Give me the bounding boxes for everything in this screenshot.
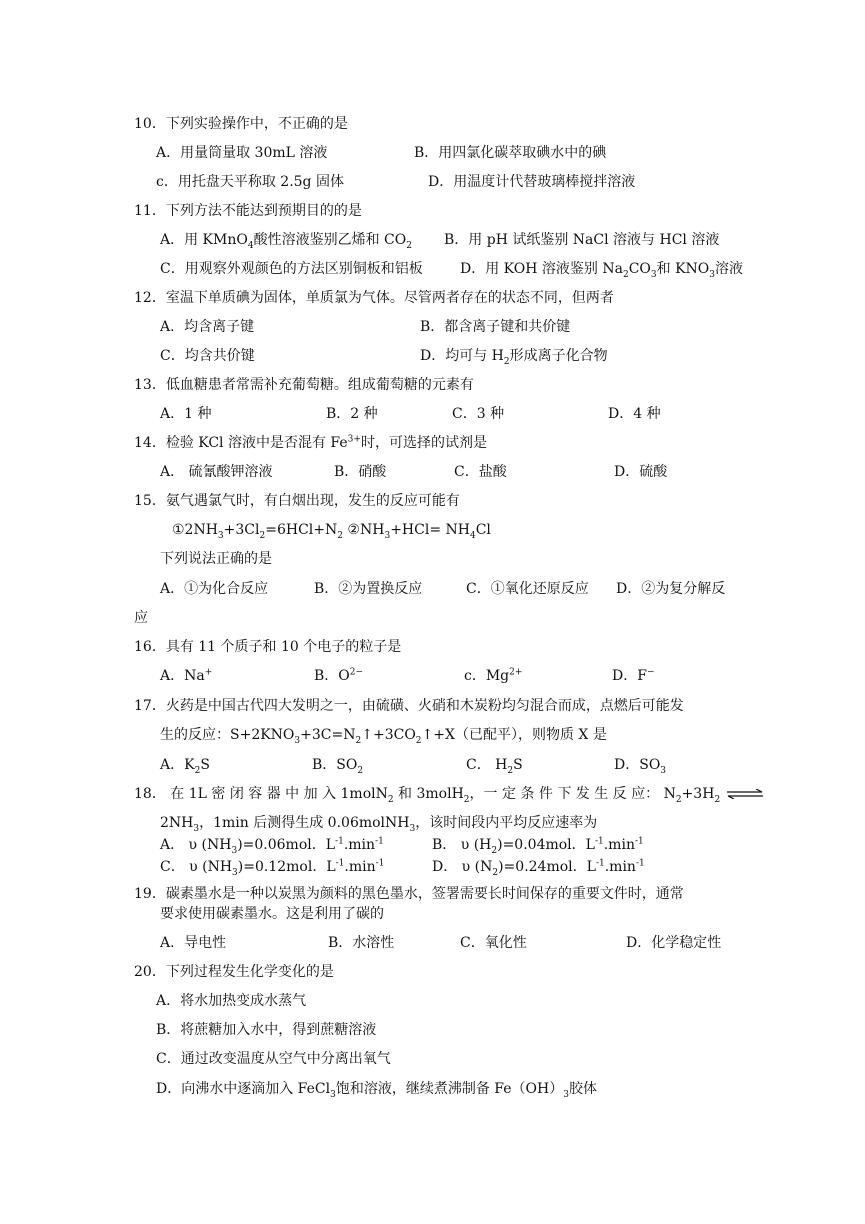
q11-option-c: C．用观察外观颜色的方法区别铜板和铝板 [160,261,423,277]
q19-option-d: D．化学稳定性 [626,935,722,951]
equilibrium-arrow-icon [726,789,764,799]
q13-option-d: D．4 种 [608,406,661,422]
q17-option-a: A．$K_2S$ [160,757,210,776]
q17-equation: 生的反应：$S+2KNO_3+3C=N_2↑+3CO_2↑+X$（已配平），则物质 X 是 [160,727,607,746]
q16-option-a: A．Na+ [160,667,213,684]
question-11: 11．下列方法不能达到预期目的的是 [134,203,362,219]
q18-option-a: A． υ $(NH_3)=0.06mol$．$L^{-1}.\min^{-1}$ [160,836,384,856]
q18-line-2: $2NH_3$，1min 后测得生成 0.06molNH$_3$，该时间段内平均反应速率为 [160,815,598,834]
q20-option-d: D．向沸水中逐滴加入 FeCl$_3$饱和溶液，继续煮沸制备 $Fe(OH)_3$胶体 [156,1081,597,1100]
q20-option-c: C．通过改变温度从空气中分离出氧气 [156,1051,391,1067]
question-13: 13．低血糖患者常需补充葡萄糖。组成葡萄糖的元素有 [134,377,474,393]
q19-option-c: C．氧化性 [460,935,527,951]
question-19: 19．碳素墨水是一种以炭黑为颜料的黑色墨水，签署需要长时间保存的重要文件时，通常 [134,886,684,902]
question-12: 12．室温下单质碘为固体，单质氯为气体。尽管两者存在的状态不同，但两者 [134,290,614,306]
q10-option-d: D．用温度计代替玻璃棒搅拌溶液 [428,174,636,190]
q13-option-c: C．3 种 [452,406,505,422]
q12-option-a: A．均含离子键 [160,319,255,335]
q14-option-b: B．硝酸 [334,464,387,480]
q15-option-d-wrap: 应 [134,610,148,626]
q10-option-b: B．用四氯化碳萃取碘水中的碘 [414,145,607,161]
q17-option-d: D．$SO_3$ [614,757,667,776]
question-17: 17．火药是中国古代四大发明之一，由硫磺、火硝和木炭粉均匀混合而成，点燃后可能发 [134,698,684,714]
q16-option-c: c．$Mg^{2+}$ [464,667,523,684]
question-16: 16．具有 11 个质子和 10 个电子的粒子是 [134,639,402,655]
q12-option-b: B．都含离子键和共价键 [420,319,571,335]
q16-option-d: D．F− [612,667,655,684]
q13-option-a: A．1 种 [160,406,212,422]
q19-option-a: A．导电性 [160,935,227,951]
q15-note: 下列说法正确的是 [160,551,272,567]
q17-option-b: B．$SO_2$ [312,757,364,776]
q15-option-a: A．①为化合反应 [160,581,269,597]
q14-option-a: A． 硫氰酸钾溶液 [160,464,273,480]
q15-option-b: B．②为置换反应 [314,581,423,597]
question-18: 18． 在 1L 密 闭 容 器 中 加 入 1molN$_2$ 和 3molH$_2$，一 定 条 件 下 发 生 反 应： $N_2+3H_2$ [134,784,764,804]
q16-option-b: B．$O^{2-}$ [314,667,364,684]
question-20: 20．下列过程发生化学变化的是 [134,964,334,980]
q14-option-d: D．硫酸 [614,464,668,480]
q14-option-c: C．盐酸 [454,464,507,480]
q11-option-d: D．用 KOH 溶液鉴别 $Na_2CO_3$和 $KNO_3$溶液 [460,261,743,280]
q18-option-b: B． υ $(H_2)=0.04mol$．$L^{-1}.\min^{-1}$ [432,836,644,856]
question-15: 15．氨气遇氯气时，有白烟出现，发生的反应可能有 [134,493,460,509]
question-14: 14．检验 KCl 溶液中是否混有 $Fe^{3+}$时，可选择的试剂是 [134,434,487,451]
q18-option-d: D． υ $(N_2)=0.24mol$．$L^{-1}.\min^{-1}$ [432,858,645,878]
q17-option-c: C． $H_2S$ [466,757,523,776]
q15-option-d: D．②为复分解反 [616,581,726,597]
q15-option-c: C．①氧化还原反应 [466,581,589,597]
q18-option-c: C． υ $(NH_3)=0.12mol$．$L^{-1}.\min^{-1}$ [160,858,385,878]
q11-option-b: B．用 pH 试纸鉴别 NaCl 溶液与 HCl 溶液 [444,232,720,248]
q19-option-b: B．水溶性 [328,935,395,951]
q10-option-a: A．用量筒量取 30mL 溶液 [156,145,328,161]
q19-line-2: 要求使用碳素墨水。这是利用了碳的 [160,906,384,922]
q20-option-b: B．将蔗糖加入水中，得到蔗糖溶液 [156,1022,377,1038]
q13-option-b: B．2 种 [326,406,378,422]
q12-option-c: C．均含共价键 [160,348,255,364]
q15-reactions: $①2NH_3+3Cl_2=6HCl+N_2$ $②NH_3+HCl= NH_4Cl$ [172,522,491,541]
q11-option-a: A．用 KMnO$_4$酸性溶液鉴别乙烯和 $CO_2$ [160,232,412,251]
q12-option-d: D．均可与 $H_2$形成离子化合物 [420,348,608,367]
question-10: 10．下列实验操作中，不正确的是 [134,116,348,132]
q10-option-c: c．用托盘天平称取 2.5g 固体 [156,174,344,190]
q20-option-a: A．将水加热变成水蒸气 [156,993,307,1009]
